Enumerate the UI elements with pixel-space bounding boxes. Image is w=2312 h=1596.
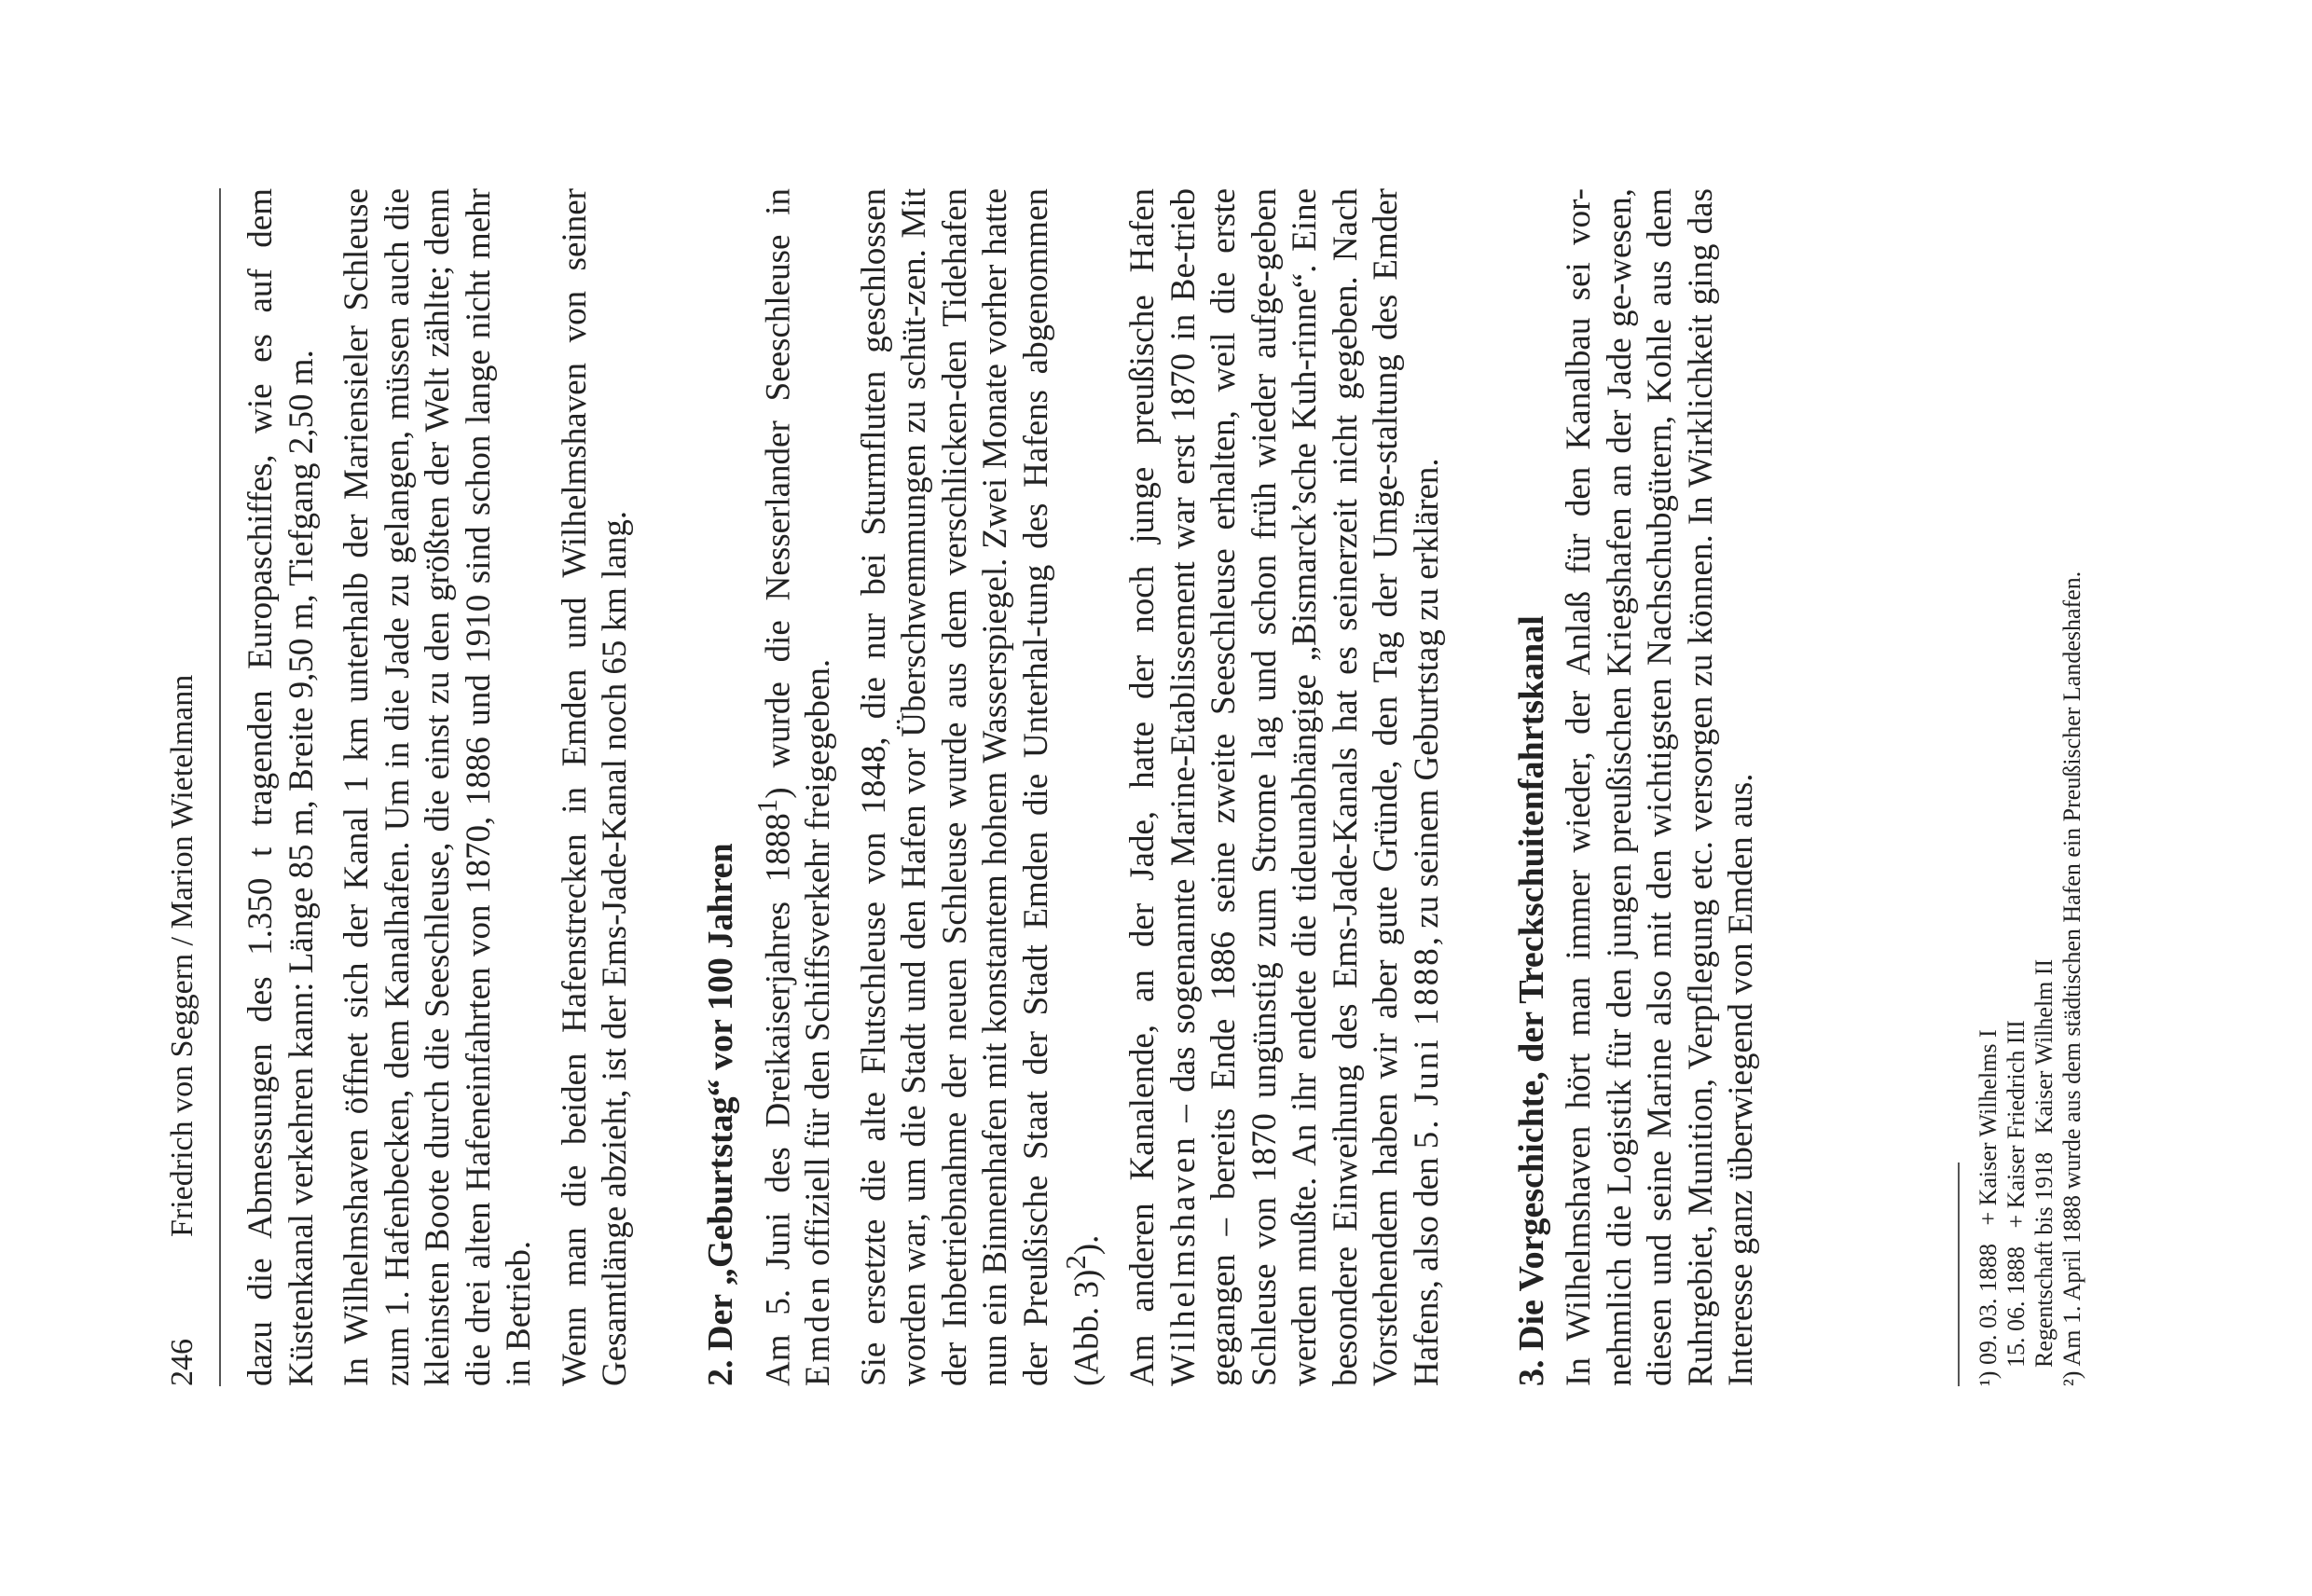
spaced-date: 5. Juni 1888 (1407, 945, 1446, 1149)
paragraph-5-juni (748, 188, 839, 1386)
paragraph-logistik: In Wilhelmshaven hört man immer wieder, der Anlaß für den Kanalbau sei vor-nehmlich die Logistik für den jungen preußischen Kriegshafen an der Jade ge-wesen, diesen und seine Marine also mit den wichtigsten Nachschubgütern, Kohle aus dem Ruhrgebiet, Munition, Verpflegung etc. versorgen zu können. In Wirklichkeit ging das Interesse ganz überwiegend von Emden aus. (1560, 188, 1761, 1386)
paragraph-gesamtlaenge: Wenn man die beiden Hafenstrecken in Emden und Wilhelmshaven von seiner Gesamtlänge abzieht, ist der Ems-Jade-Kanal noch 65 km lang. (555, 188, 634, 1386)
footnotes (1958, 188, 2086, 1386)
footnote-rule (1958, 1163, 1960, 1386)
text-segment: , zu seinem Geburtstag zu erklären. (1407, 458, 1446, 946)
text-segment: ). (1067, 1234, 1107, 1256)
running-head (154, 188, 221, 1386)
text-segment: Am 5. Juni des Dreikaiserjahres 1888 (758, 813, 797, 1386)
text-segment: ) wurde die Nesserlander Seeschleuse in (758, 188, 797, 799)
page-number: 246 (165, 1339, 200, 1386)
paragraph-wilhelmshaven-kanal: In Wilhelmshaven öffnet sich der Kanal 1 km unterhalb der Mariensieler Schleuse zum 1. Hafenbecken, dem Kanalhafen. Um in die Jade zu gelangen, müssen auch die kleinsten Boote durch die Seeschleuse, die einst zu den größten der Welt zählte; denn die drei alten Hafeneinfahrten von 1870, 1886 und 1910 sind schon lange nicht mehr in Betrieb. (337, 188, 538, 1386)
heading-vorgeschichte: 3. Die Vorgeschichte, der Treckschuitenfahrtskanal (1512, 615, 1552, 1386)
spaced-emden: Emden (799, 1274, 838, 1386)
text-segment: – das sogenannte Marine-Etablissement war erst 1870 in Be-trieb gegangen – bereits Ende 1886 seine zweite Seeschleuse erhalten, weil die erste Schleuse von 1870 ungünstig zum Strome lag und schon früh wieder aufge-geben werden mußte. An ihr endete die tideunabhängige „Bismarck’sche Kuh-rinne“. Eine besondere Einweihung des Ems-Jade-Kanals hat es seinerzeit nicht gegeben. Nach Vorstehendem haben wir aber gute Gründe, den Tag der Umge-staltung des Emder Hafens, also den (1163, 187, 1446, 1386)
paragraph-abmessungen: dazu die Abmessungen des 1.350 t tragenden Europaschiffes, wie es auf dem Küstenkanal verkehren kann: Länge 85 m, Breite 9,50 m, Tiefgang 2,50 m. (241, 188, 321, 1386)
text-segment: offiziell für den Schiffsverkehr freigegeben. (799, 658, 838, 1266)
footnote-ref-1: 1 (750, 798, 783, 814)
footnote-1-line-3: Regentschaft bis 1918 Kaiser Wilhelm II (2030, 958, 2057, 1368)
footnote-1-line-2: 15. 06. 1888 + Kaiser Friedrich III (2002, 1020, 2030, 1368)
footnote-1-line-1: ¹) 09. 03. 1888 + Kaiser Wilhelms I (1975, 1029, 2002, 1386)
running-head-authors: Friedrich von Seggern / Marion Wietelmann (165, 674, 200, 1237)
spaced-wilhelmshaven: Wilhelmshaven (1163, 1135, 1203, 1386)
body-text (241, 188, 1872, 1386)
paragraph-flutschleuse (854, 188, 1108, 1386)
text-segment: Am anderen Kanalende, an der Jade, hatte der noch junge preußische Hafen (1123, 188, 1163, 1386)
heading-geburtstag: 2. Der „Geburtstag“ vor 100 Jahren (700, 843, 740, 1386)
footnote-ref-2: 2 (1060, 1255, 1093, 1270)
footnote-2: ²) Am 1. April 1888 wurde aus dem städtischen Hafen ein Preußischer Landeshafen. (2058, 571, 2085, 1386)
paragraph-kanalende-jade (1122, 188, 1447, 1386)
text-segment: Sie ersetzte die alte Flutschleuse von 1848, die nur bei Sturmfluten geschlossen worden war, um die Stadt und den Hafen vor Überschwemmungen zu schüt-zen. Mit der Inbetriebnahme der neuen Schleuse wurde aus dem verschlicken-den Tidehafen nun ein Binnenhafen mit konstantem hohem Wasserspiegel. Zwei Monate vorher hatte der Preußische Staat der Stadt Emden die Unterhal-tung des Hafens abgenommen (Abb. 3) (854, 188, 1107, 1386)
